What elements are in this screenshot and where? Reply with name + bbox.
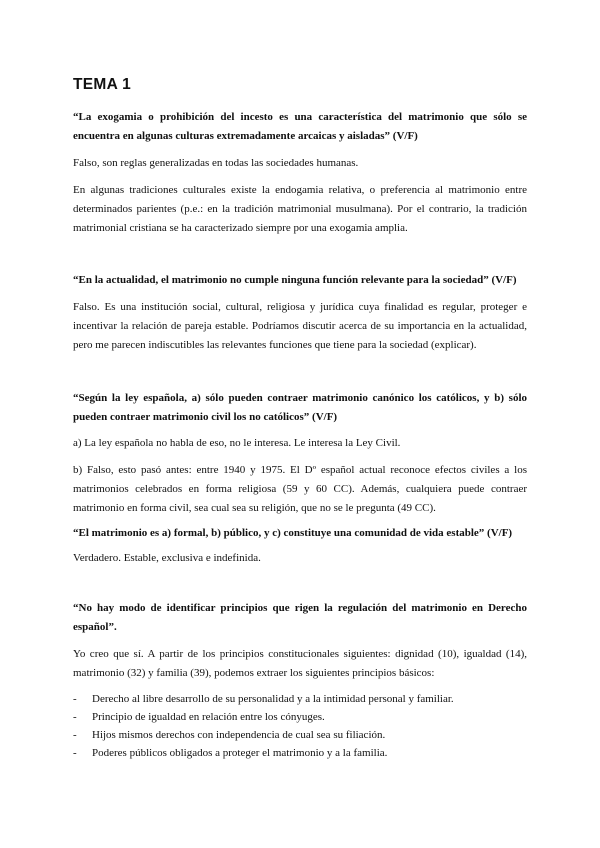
list-item	[73, 726, 527, 744]
bullet-marker: -	[73, 693, 77, 705]
list-item-text: Hijos mismos derechos con independencia de cual sea su filiación.	[92, 729, 386, 741]
list-item	[73, 708, 527, 726]
question-2: “En la actualidad, el matrimonio no cumple ninguna función relevante para la sociedad” (V/F)	[73, 274, 517, 286]
question-4: “El matrimonio es a) formal, b) público, y c) constituye una comunidad de vida estable” (V/F)	[73, 527, 513, 539]
list-item-text: Poderes públicos obligados a proteger el matrimonio y a la familia.	[92, 747, 388, 759]
question-1: “La exogamia o prohibición del incesto es una característica del matrimonio que sólo se encuentra en algunas culturas extremadamente arcaicas y aisladas” (V/F)	[73, 111, 527, 142]
list-item-text: Principio de igualdad en relación entre los cónyuges.	[92, 711, 325, 723]
bullet-marker: -	[73, 711, 77, 723]
answer-1-2: En algunas tradiciones culturales existe la endogamia relativa, o preferencia al matrimonio entre determinados parientes (p.e.: en la tradición matrimonial musulmana). Por el contrario, la tradición matrimonial cristiana se ha caracterizado siempre por una exogamia amplia.	[73, 184, 527, 234]
answer-3-b: b) Falso, esto pasó antes: entre 1940 y 1975. El Dº español actual reconoce efectos civiles a los matrimonios celebrados en forma religiosa (59 y 60 CC). Además, cualquiera puede contraer matrimonio en forma civil, sea cual sea su religión, que no se le pregunta (49 CC).	[73, 464, 527, 514]
question-5: “No hay modo de identificar principios que rigen la regulación del matrimonio en Derecho español”.	[73, 602, 527, 633]
bullet-marker: -	[73, 729, 77, 741]
answer-1-1: Falso, son reglas generalizadas en todas las sociedades humanas.	[73, 157, 359, 169]
answer-5-1: Yo creo que sí. A partir de los principios constitucionales siguientes: dignidad (10), igualdad (14), matrimonio (32) y familia (39), podemos extraer los siguientes principios básicos:	[73, 648, 527, 679]
list-item	[73, 690, 527, 708]
question-3: “Según la ley española, a) sólo pueden contraer matrimonio canónico los católicos, y b) sólo pueden contraer matrimonio civil los no católicos” (V/F)	[73, 392, 527, 423]
answer-3-a: a) La ley española no habla de eso, no le interesa. Le interesa la Ley Civil.	[73, 437, 401, 449]
bullet-marker: -	[73, 747, 77, 759]
principles-list	[73, 690, 527, 762]
answer-4-1: Verdadero. Estable, exclusiva e indefinida.	[73, 552, 261, 564]
answer-2-1: Falso. Es una institución social, cultural, religiosa y jurídica cuya finalidad es regular, proteger e incentivar la relación de pareja estable. Podríamos discutir acerca de su importancia en la actualidad, pero me parecen indiscutibles las relevantes funciones que tiene para la sociedad (explicar).	[73, 301, 527, 351]
list-item	[73, 744, 527, 762]
page-title: TEMA 1	[73, 76, 132, 93]
list-item-text: Derecho al libre desarrollo de su personalidad y a la intimidad personal y familiar.	[92, 693, 454, 705]
